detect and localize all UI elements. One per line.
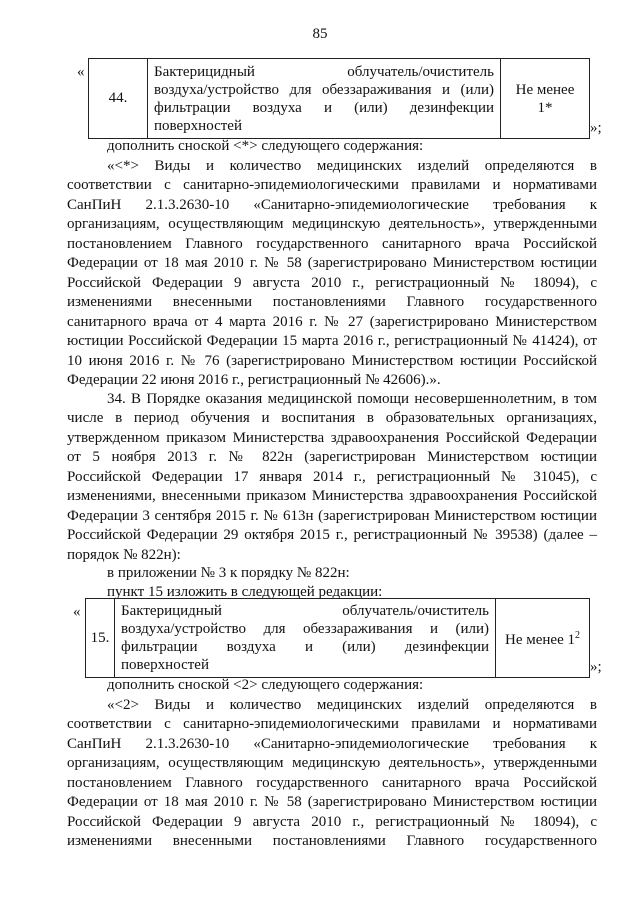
table2-open-quote: « xyxy=(73,604,81,620)
table1 xyxy=(88,58,590,139)
table2-close-quote: »; xyxy=(590,659,602,675)
footnote1-intro: дополнить сноской <*> следующего содержания: xyxy=(107,138,424,154)
table1-value: Не менее 1* xyxy=(501,59,590,139)
table2-value: Не менее $1^2$ xyxy=(496,599,590,678)
table1-open-quote: « xyxy=(77,64,85,80)
page-number: 85 xyxy=(312,26,328,42)
table1-close-quote: »; xyxy=(590,120,602,136)
table1-description: Бактерицидный облучатель/очиститель воздуха/устройство для обеззараживания и (или) фильтрации воздуха и (или) дезинфекции поверхностей xyxy=(148,59,501,139)
table2 xyxy=(85,598,590,678)
appendix-line: в приложении № 3 к порядку № 822н: xyxy=(107,565,350,581)
table1-number: 44. xyxy=(89,59,148,139)
footnote2-intro: дополнить сноской <2> следующего содержания: xyxy=(107,677,424,693)
item-34-text: 34. В Порядке оказания медицинской помощи несовершеннолетним, в том числе в период обучения и воспитания в образовательных организациях, утвержденном приказом Министерства здравоохранения Российской Федерации от 5 ноября 2013 г. № 822н (зарегистрирован Министерством юстиции Российской Федерации 17 января 2014 г., регистрационный № 31045), с изменениями, внесенными приказом Министерства здравоохранения Российской Федерации 3 сентября 2015 г. № 613н (зарегистрирован Министерством юстиции Российской Федерации 29 октября 2015 г., регистрационный № 39538) (далее – порядок № 822н): xyxy=(67,391,597,563)
footnote2-text: «<2> Виды и количество медицинских изделий определяются в соответствии с санитарно-эпидемиологическими правилами и нормативами СанПиН 2.1.3.2630-10 «Санитарно-эпидемиологические требования к организациям, осуществляющим медицинскую деятельность», утвержденными постановлением Главного государственного санитарного врача Российской Федерации от 18 мая 2010 г. № 58 (зарегистрировано Министерством юстиции Российской Федерации 9 августа 2010 г., регистрационный № 18094), с изменениями внесенными постановлениями Главного государственного xyxy=(67,697,597,850)
point-line: пункт 15 изложить в следующей редакции: xyxy=(107,584,383,600)
table2-number: 15. xyxy=(86,599,115,678)
table2-description: Бактерицидный облучатель/очиститель воздуха/устройство для обеззараживания и (или) фильтрации воздуха и (или) дезинфекции поверхностей xyxy=(115,599,496,678)
footnote1-text: «<*> Виды и количество медицинских изделий определяются в соответствии с санитарно-эпидемиологическими правилами и нормативами СанПиН 2.1.3.2630-10 «Санитарно-эпидемиологические требования к организациям, осуществляющим медицинскую деятельность», утвержденными постановлением Главного государственного санитарного врача Российской Федерации от 18 мая 2010 г. № 58 (зарегистрировано Министерством юстиции Российской Федерации 9 августа 2010 г., регистрационный № 18094), с изменениями внесенными постановлениями Главного государственного санитарного врача от 4 марта 2016 г. № 27 (зарегистрировано Министерством юстиции Российской Федерации 15 марта 2016 г., регистрационный № 41424), от 10 июня 2016 г. № 76 (зарегистрировано Министерством юстиции Российской Федерации 22 июня 2016 г., регистрационный № 42606).». xyxy=(67,158,597,388)
